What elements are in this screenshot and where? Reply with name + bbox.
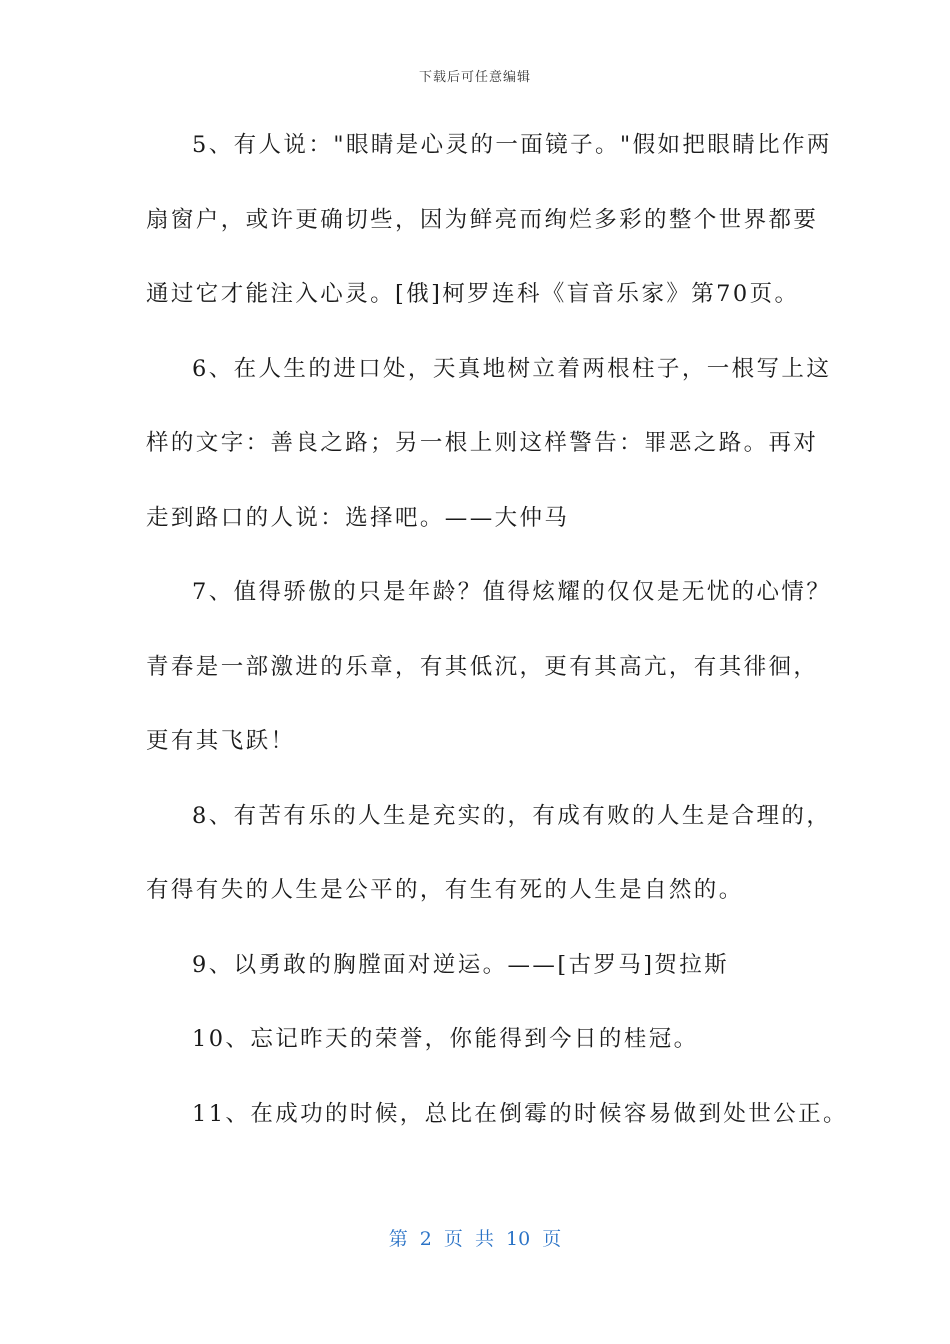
text-line: 走到路口的人说：选择吧。——大仲马 — [146, 504, 570, 531]
text-line: 扇窗户，或许更确切些，因为鲜亮而绚烂多彩的整个世界都要 — [146, 206, 819, 233]
text-line: 11、在成功的时候，总比在倒霉的时候容易做到处世公正。 — [192, 1100, 848, 1127]
text-line: 10、忘记昨天的荣誉，你能得到今日的桂冠。 — [192, 1026, 699, 1052]
text-line: 6、在人生的进口处，天真地树立着两根柱子，一根写上这 — [192, 355, 832, 382]
text-line: 有得有失的人生是公平的，有生有死的人生是自然的。 — [146, 877, 744, 903]
text-line: 青春是一部激进的乐章，有其低沉，更有其高亢，有其徘徊， — [146, 653, 819, 680]
text-line: 样的文字：善良之路；另一根上则这样警告：罪恶之路。再对 — [146, 430, 819, 456]
text-line: 7、值得骄傲的只是年龄？值得炫耀的仅仅是无忧的心情？ — [192, 579, 832, 605]
page-number: 第 2 页 共 10 页 — [388, 1228, 562, 1250]
text-line: 9、以勇敢的胸膛面对逆运。——[古罗马]贺拉斯 — [192, 951, 730, 978]
text-line: 5、有人说："眼睛是心灵的一面镜子。"假如把眼睛比作两 — [192, 132, 832, 158]
text-line: 更有其飞跃！ — [146, 728, 296, 754]
document-body — [146, 120, 848, 1163]
text-line: 8、有苦有乐的人生是充实的，有成有败的人生是合理的， — [192, 802, 832, 829]
page-header: 下载后可任意编辑 — [418, 70, 531, 85]
text-line: 通过它才能注入心灵。[俄]柯罗连科《盲音乐家》第70页。 — [146, 281, 800, 307]
